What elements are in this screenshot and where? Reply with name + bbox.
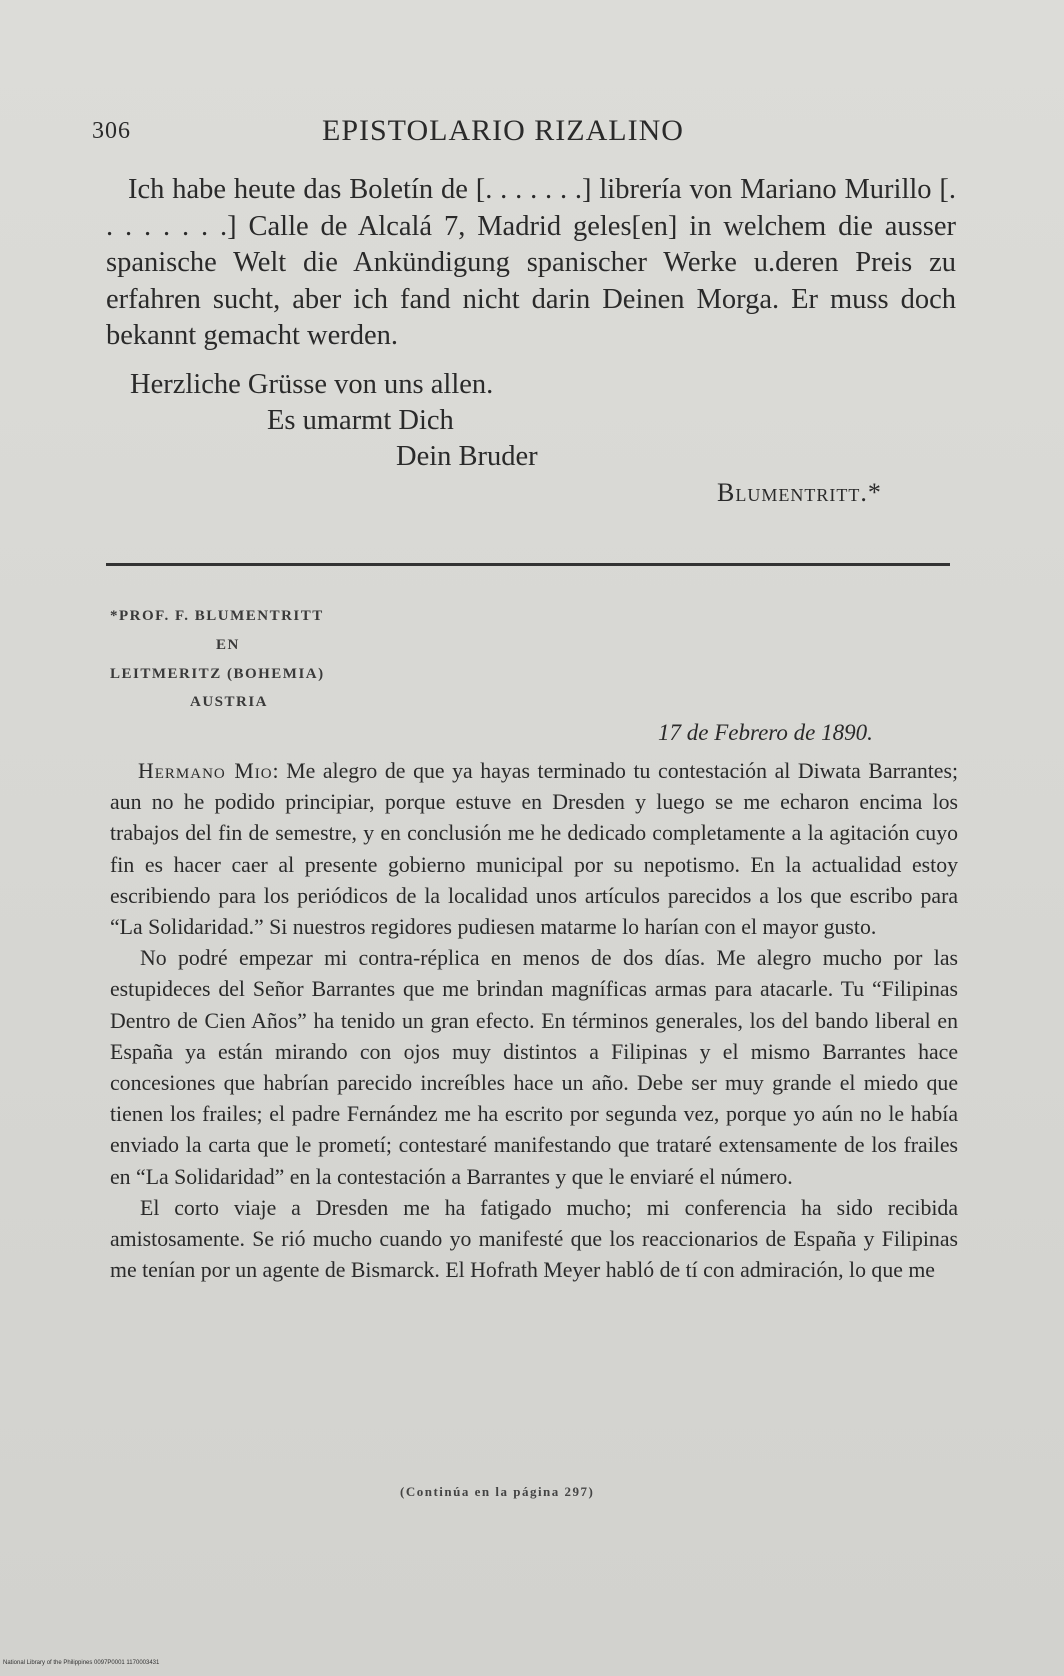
running-title: EPISTOLARIO RIZALINO — [322, 114, 684, 147]
paragraph-1-text: : Me alegro de que ya hayas terminado tu contestación al Diwata Barrantes; aun no he podido principiar, porque estuve en Dresden y luego se me echaron encima los trabajos del fin de semestre, y en conclusión me he dedicado completamente a la agitación cuyo fin es hacer caer al presente gobierno municipal por su nepotismo. En la actualidad estoy escribiendo para los periódicos de la localidad unos artículos parecidos a los que escribo para “La Solidaridad.” Si nuestros regidores pudiesen matarme lo harían con el mayor gusto. — [110, 759, 958, 940]
address-line-2: EN — [216, 637, 240, 653]
continuation-note: (Continúa en la página 297) — [400, 1484, 595, 1499]
letter-spanish — [110, 756, 958, 1286]
letter1-greeting: Herzliche Grüsse von uns allen. — [130, 369, 494, 400]
page-header — [92, 114, 952, 158]
letter2-paragraph-2: No podré empezar mi contra-réplica en menos de dos días. Me alegro mucho por las estupideces del Señor Barrantes que me brindan magníficas armas para atacarle. Tu “Filipinas Dentro de Cien Años” ha tenido un gran efecto. En términos generales, los del bando liberal en España ya están mirando con ojos muy distintos a Filipinas y el mismo Barrantes hace concesiones que habrían parecido increíbles hace un año. Debe ser muy grande el miedo que tienen los frailes; el padre Fernández me ha escrito por segunda vez, porque yo aún no le había enviado la carta que le prometí; contestaré manifestando que trataré extensamente de los frailes en “La Solidaridad” en la contestación a Barrantes y que le enviaré el número. — [110, 946, 958, 1189]
salutation: Hermano Mio — [138, 759, 273, 783]
section-divider — [106, 563, 950, 566]
address-line-1: *PROF. F. BLUMENTRITT — [110, 608, 324, 624]
address-line-3: LEITMERITZ (BOHEMIA) — [110, 666, 325, 682]
letter1-paragraph: Ich habe heute das Boletín de [. . . . . . .] librería von Mariano Murillo [. . . . . . . .] Calle de Alcalá 7, Madrid geles[en] in welchem die ausser spanische Welt die Ankündigung spanischer Werke u.deren Preis zu erfahren sucht, aber ich fand nicht darin Deinen Morga. Er muss doch bekannt gemacht werden. — [106, 174, 956, 351]
letter2-paragraph-3: El corto viaje a Dresden me ha fatigado mucho; mi conferencia ha sido recibida amistosamente. Se rió mucho cuando yo manifesté que los reaccionarios de España y Filipinas me tenían por un agente de Bismarck. El Hofrath Meyer habló de tí con admiración, lo que me — [110, 1195, 958, 1283]
address-line-4: AUSTRIA — [190, 694, 269, 710]
letter-german — [106, 172, 956, 355]
letter2-paragraph-1 — [110, 756, 958, 943]
letter1-signature: Blumentritt.* — [717, 478, 882, 507]
letter1-closing-1: Es umarmt Dich — [267, 405, 454, 436]
page-number: 306 — [92, 118, 131, 144]
archive-footer: National Library of the Philippines 0097P0001 1170003431 — [3, 1660, 160, 1666]
letter2-date: 17 de Febrero de 1890. — [658, 720, 873, 745]
letter1-closing-2: Dein Bruder — [396, 441, 538, 472]
